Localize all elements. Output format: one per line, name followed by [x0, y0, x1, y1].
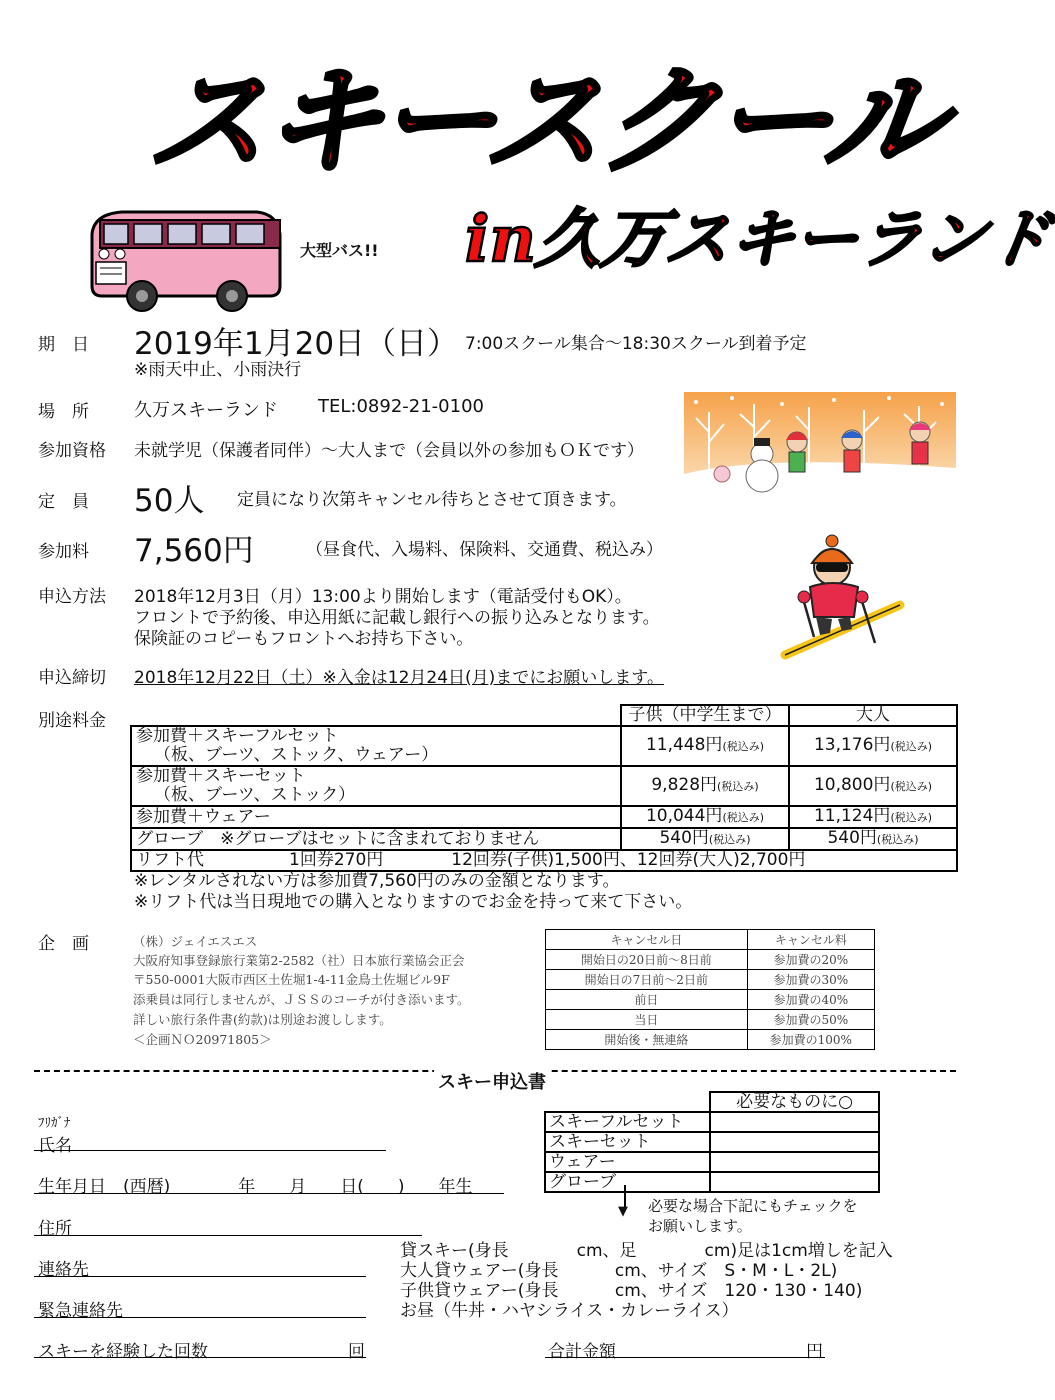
check-note: お願いします。 [648, 1217, 752, 1235]
place-value: 久万スキーランド [134, 400, 278, 421]
row-name: 参加費＋スキーセット [136, 766, 306, 786]
child-price: 540円 [659, 828, 709, 848]
contact-label: 連絡先 [38, 1260, 89, 1280]
birth-label: 生年月日 (西暦) 年 月 日( ) 年生 [38, 1177, 473, 1197]
need-item: グローブ [545, 1172, 710, 1192]
child-price: 11,448円 [645, 735, 723, 755]
tax-note: (税込み) [890, 740, 933, 753]
planner-line: 〒550-0001大阪市西区土佐堀1-4-11金鳥土佐堀ビル9F [133, 972, 450, 987]
deadline-label: 申込締切 [38, 668, 106, 688]
tax-note: (税込み) [722, 740, 765, 753]
rental-child-wear: 子供貸ウェアー(身長 cm、サイズ 120・130・140) [400, 1281, 863, 1301]
child-price: 10,044円 [645, 806, 723, 826]
planner-line: （株）ジェイエスエス [133, 934, 258, 949]
table-row [131, 726, 957, 766]
adult-price: 13,176円 [813, 735, 891, 755]
extra-fees-label: 別途料金 [38, 711, 106, 731]
cancel-fee: 参加費の30% [747, 970, 874, 990]
capacity-value: 50人 [134, 483, 205, 519]
table-row [131, 828, 957, 850]
rental-adult-wear: 大人貸ウェアー(身長 cm、サイズ S・M・L・2L) [400, 1261, 838, 1281]
subtitle-in: in [465, 202, 536, 277]
table-row [545, 1132, 879, 1152]
fee-note: ※レンタルされない方は参加費7,560円のみの金額となります。 [134, 871, 620, 891]
planner-line: 添乗員は同行しませんが、ＪＳＳのコーチが付き添います。 [133, 992, 470, 1007]
table-row [131, 806, 957, 828]
furigana-label: ﾌﾘｶﾞﾅ [38, 1116, 71, 1131]
adult-price: 11,124円 [813, 806, 891, 826]
cancel-fee: 参加費の50% [747, 1010, 874, 1030]
cancel-day: 開始日の7日前～2日前 [546, 970, 748, 990]
fee-value: 7,560円 [134, 533, 254, 569]
need-check-cell[interactable] [710, 1112, 879, 1132]
need-check-cell[interactable] [710, 1132, 879, 1152]
table-header-row [131, 705, 957, 726]
table-header-row [545, 1092, 879, 1112]
date-time: 7:00スクール集合～18:30スクール到着予定 [465, 334, 807, 354]
adult-price: 10,800円 [813, 775, 891, 795]
cancel-fee-header: キャンセル料 [747, 930, 874, 950]
table-row [545, 1112, 879, 1132]
address-field[interactable] [34, 1235, 422, 1236]
eligibility-value: 未就学児（保護者同伴）～大人まで（会員以外の参加もＯＫです） [134, 441, 644, 461]
apply-line: 2018年12月3日（月）13:00より開始します（電話受付もOK）。 [134, 587, 632, 607]
table-header-row [546, 930, 875, 950]
extra-fees-table [130, 704, 958, 872]
cancel-table [545, 929, 875, 1050]
tax-note: (税込み) [717, 780, 759, 793]
table-row [546, 950, 875, 970]
arrow-down-icon: ▼ [618, 1204, 628, 1219]
cancel-day: 前日 [546, 990, 748, 1010]
adult-header: 大人 [789, 705, 957, 726]
table-row [546, 970, 875, 990]
total-unit: 円 [806, 1342, 823, 1362]
apply-label: 申込方法 [38, 587, 106, 607]
check-note: 必要な場合下記にもチェックを [648, 1197, 858, 1215]
subtitle-venue: 久万スキーランド [532, 203, 1055, 277]
table-row [545, 1172, 879, 1192]
lunch-choice: お昼（牛丼・ハヤシライス・カレーライス） [400, 1301, 739, 1321]
experience-label: スキーを経験した回数 [38, 1342, 208, 1362]
apply-line: 保険証のコピーもフロントへお持ち下さい。 [134, 629, 474, 649]
need-item: ウェアー [545, 1152, 710, 1172]
table-row [131, 766, 957, 806]
date-note: ※雨天中止、小雨決行 [134, 360, 302, 380]
cancel-day: 当日 [546, 1010, 748, 1030]
cancel-fee: 参加費の40% [747, 990, 874, 1010]
address-label: 住所 [38, 1219, 72, 1239]
table-row [546, 1010, 875, 1030]
cancel-day: 開始後・無連絡 [546, 1030, 748, 1050]
page-title: スキースクール [142, 52, 948, 190]
experience-field[interactable] [34, 1357, 366, 1358]
row-sub: （板、ブーツ、ストック、ウェアー） [154, 745, 439, 765]
row-name: 参加費＋ウェアー [131, 806, 621, 828]
tax-note: (税込み) [890, 780, 933, 793]
adult-price: 540円 [827, 828, 877, 848]
name-field[interactable] [34, 1150, 386, 1151]
tax-note: (税込み) [722, 811, 765, 824]
need-table [544, 1091, 880, 1193]
total-label: 合計金額 [548, 1342, 616, 1362]
tax-note: (税込み) [890, 811, 933, 824]
row-sub: （板、ブーツ、ストック） [154, 785, 356, 805]
cancel-day-header: キャンセル日 [546, 930, 748, 950]
tax-note: (税込み) [708, 833, 751, 846]
date-value: 2019年1月20日（日） [134, 326, 459, 362]
cancel-day: 開始日の20日前～8日前 [546, 950, 748, 970]
date-label: 期 日 [38, 335, 89, 355]
tax-note: (税込み) [876, 833, 919, 846]
place-tel: TEL:0892-21-0100 [318, 396, 484, 417]
child-price: 9,828円 [651, 775, 718, 795]
capacity-note: 定員になり次第キャンセル待ちとさせて頂きます。 [237, 490, 627, 510]
apply-line: フロントで予約後、申込用紙に記載し銀行への振り込みとなります。 [134, 608, 660, 628]
cancel-fee: 参加費の20% [747, 950, 874, 970]
fee-label: 参加料 [38, 542, 89, 562]
table-row [546, 1030, 875, 1050]
row-name: 参加費＋スキーフルセット [136, 726, 339, 746]
fee-note: ※リフト代は当日現地での購入となりますのでお金を持って来て下さい。 [134, 892, 693, 912]
eligibility-label: 参加資格 [38, 441, 106, 461]
need-check-cell[interactable] [710, 1152, 879, 1172]
emergency-field[interactable] [34, 1317, 366, 1318]
need-item: スキーセット [545, 1132, 710, 1152]
table-row [546, 990, 875, 1010]
row-name: グローブ ※グローブはセットに含まれておりません [131, 828, 621, 850]
bus-label: 大型バス!! [300, 241, 379, 260]
form-title: スキー申込書 [434, 1068, 550, 1094]
need-header: 必要なものに○ [710, 1092, 879, 1112]
table-row [545, 1152, 879, 1172]
winter-scene-illustration [684, 392, 956, 500]
planner-line: 詳しい旅行条件書(約款)は別途お渡しします。 [133, 1012, 392, 1027]
name-label: 氏名 [38, 1136, 72, 1156]
lift-fee: リフト代 1回券270円 12回券(子供)1,500円、12回券(大人)2,700円 [131, 850, 957, 871]
planner-line: ＜企画ＮＯ20971805＞ [133, 1032, 272, 1047]
need-check-cell[interactable] [710, 1172, 879, 1192]
contact-field[interactable] [34, 1276, 366, 1277]
need-item: スキーフルセット [545, 1112, 710, 1132]
capacity-label: 定 員 [38, 492, 89, 512]
fee-note: （昼食代、入場料、保険料、交通費、税込み） [306, 540, 663, 560]
child-header: 子供（中学生まで） [621, 705, 789, 726]
cancel-fee: 参加費の100% [747, 1030, 874, 1050]
experience-unit: 回 [348, 1342, 365, 1362]
birth-field[interactable] [34, 1193, 504, 1194]
planner-label: 企 画 [38, 934, 89, 954]
total-field[interactable] [545, 1357, 825, 1358]
bus-illustration [82, 204, 292, 314]
emergency-label: 緊急連絡先 [38, 1301, 123, 1321]
rental-ski: 貸スキー(身長 cm、足 cm)足は1cm増しを記入 [400, 1241, 893, 1261]
deadline-value: 2018年12月22日（土）※入金は12月24日(月)までにお願いします。 [134, 668, 664, 688]
skier-illustration [780, 535, 910, 665]
place-label: 場 所 [38, 402, 89, 422]
planner-line: 大阪府知事登録旅行業第2-2582（社）日本旅行業協会正会 [133, 953, 465, 968]
